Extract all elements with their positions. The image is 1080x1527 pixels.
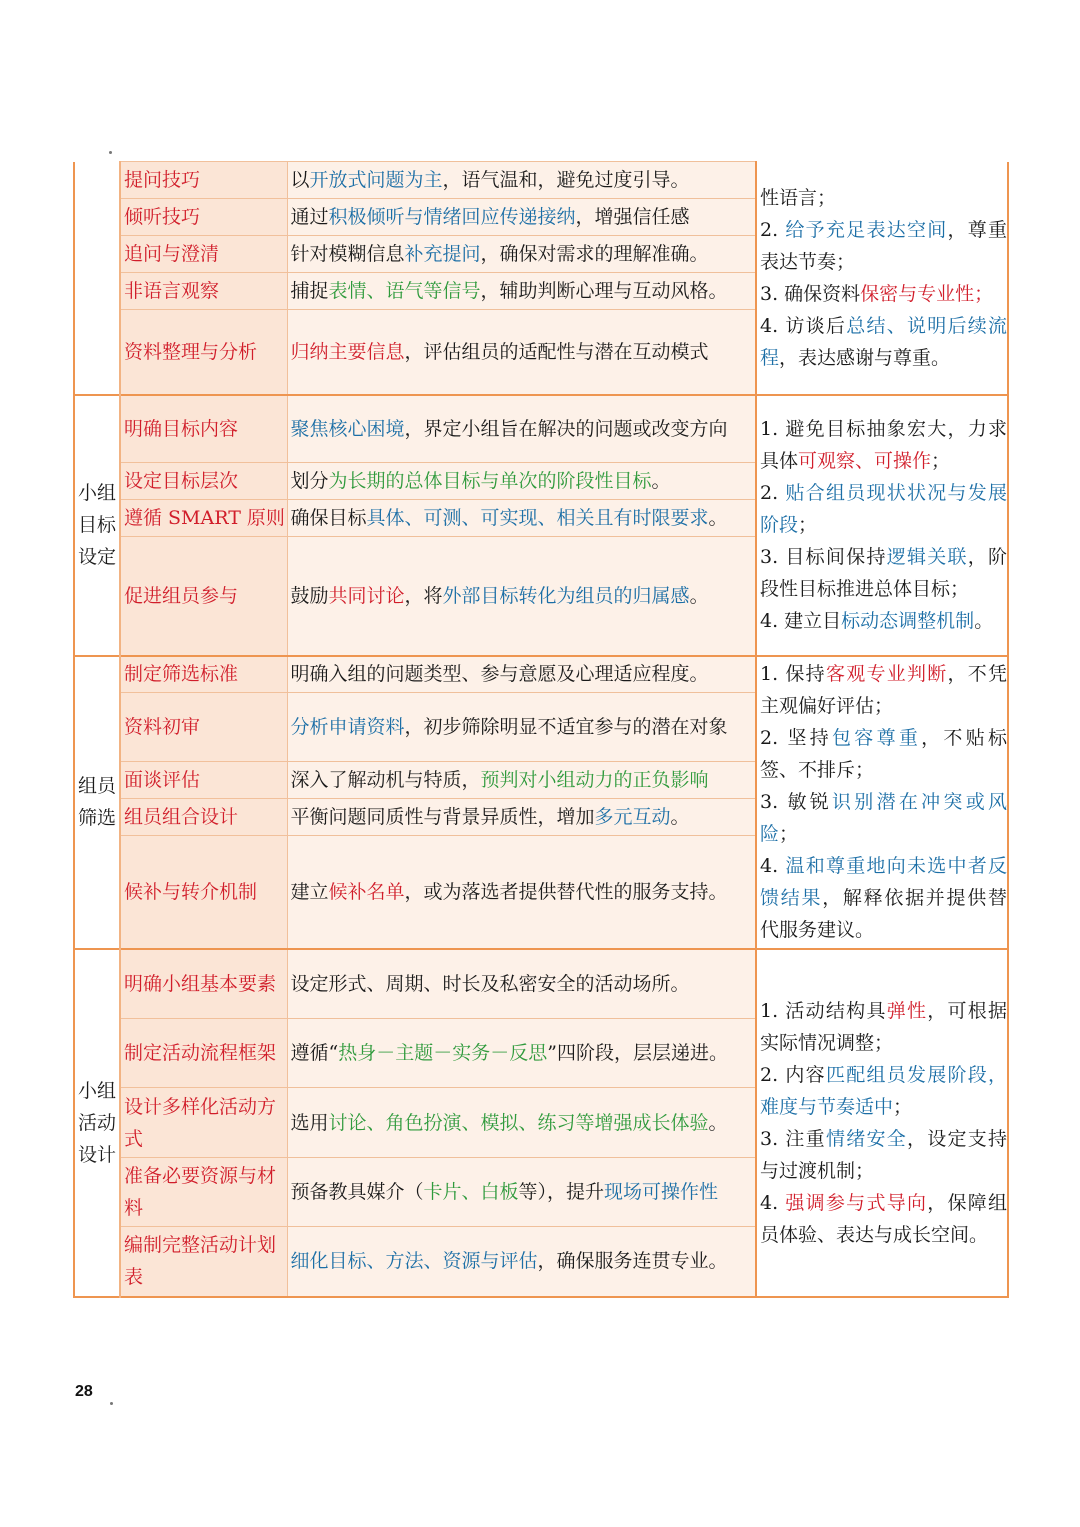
- highlight-blue: 情绪安全: [825, 1127, 907, 1150]
- highlight-blue: 细化目标、方法、资源与评估: [290, 1250, 538, 1273]
- plain-text: 确保目标: [290, 507, 367, 529]
- plain-text: 设定形式、周期、时长及私密安全的活动场所。: [290, 972, 690, 995]
- plain-text: 划分: [290, 470, 329, 492]
- group-notes: [756, 949, 1008, 1297]
- highlight-blue: 积极倾听与情绪回应传递接纳: [328, 206, 576, 228]
- highlight-blue: 贴合组员现状状况与发展阶段: [760, 482, 1007, 536]
- highlight-green: 卡片、白板: [423, 1181, 519, 1203]
- decorative-dot-top: [109, 151, 112, 154]
- plain-text: 深入了解动机与特质，: [290, 769, 481, 791]
- group-category: [74, 162, 120, 395]
- step-description: [287, 693, 756, 762]
- highlight-red: 候补名单: [328, 880, 405, 903]
- plain-text: 明确入组的问题类型、参与意愿及心理适应程度。: [290, 663, 709, 686]
- highlight-red: 可观察、可操作: [798, 450, 932, 472]
- plain-text: 。: [651, 470, 671, 492]
- step-name: 促进组员参与: [120, 537, 287, 656]
- plain-text: ，阶段性目标推进总体目标；: [760, 546, 1007, 600]
- plain-text: 以: [290, 169, 310, 191]
- step-description: [287, 762, 756, 799]
- plain-text: 性语言；: [760, 186, 837, 209]
- step-name: 面谈评估: [120, 762, 287, 799]
- step-name: 遵循 SMART 原则: [120, 500, 287, 537]
- plain-text: 4. 访谈后: [760, 314, 847, 337]
- step-name: 提问技巧: [120, 162, 287, 199]
- highlight-red: 保密与专业性；: [860, 282, 994, 305]
- decorative-dot-bottom: [110, 1402, 113, 1405]
- service-process-table: [73, 161, 1009, 1298]
- plain-text: 等），提升: [518, 1181, 605, 1203]
- plain-text: 1. 保持: [760, 663, 826, 685]
- plain-text: 。: [708, 507, 728, 529]
- group-notes: [756, 162, 1008, 395]
- step-name: 明确小组基本要素: [120, 949, 287, 1019]
- plain-text: ，不贴标签、不排斥；: [760, 727, 1007, 781]
- step-description: [287, 1019, 756, 1088]
- plain-text: 捕捉: [290, 280, 329, 302]
- highlight-green: 表情、语气等信号: [328, 280, 481, 302]
- plain-text: ，保障组员体验、表达与成长空间。: [760, 1191, 1007, 1246]
- plain-text: ，可根据实际情况调整；: [760, 999, 1007, 1054]
- plain-text: ，增强信任感: [575, 206, 690, 228]
- highlight-blue: 多元互动: [594, 806, 671, 828]
- step-name: 非语言观察: [120, 273, 287, 310]
- step-name: 倾听技巧: [120, 199, 287, 236]
- step-description: [287, 1088, 756, 1158]
- highlight-green: 热身－主题－实务－反思: [338, 1042, 548, 1064]
- step-description: [287, 463, 756, 500]
- step-description: [287, 199, 756, 236]
- step-description: [287, 836, 756, 949]
- highlight-blue: 补充提问: [404, 243, 481, 265]
- highlight-blue: 温和尊重地向未选中者反馈结果: [760, 855, 1007, 909]
- highlight-blue: 给予充足表达空间: [785, 218, 948, 241]
- group-category: 小组活动设计: [74, 949, 120, 1297]
- plain-text: 4. 建立目: [760, 610, 842, 632]
- step-name: 准备必要资源与材料: [120, 1158, 287, 1227]
- plain-text: 遵循“: [290, 1042, 339, 1064]
- highlight-blue: 聚焦核心困境: [290, 417, 405, 440]
- plain-text: ；: [931, 450, 951, 472]
- highlight-blue: 开放式问题为主: [309, 169, 443, 191]
- plain-text: 3. 注重: [760, 1127, 826, 1150]
- plain-text: ，不凭主观偏好评估；: [760, 663, 1007, 717]
- plain-text: 平衡问题同质性与背景异质性，增加: [290, 806, 595, 828]
- plain-text: 2.: [760, 482, 786, 504]
- highlight-red: 客观专业判断: [825, 663, 948, 685]
- step-name: 资料初审: [120, 693, 287, 762]
- highlight-red: 弹性: [886, 999, 928, 1022]
- step-description: [287, 236, 756, 273]
- group-notes: [756, 656, 1008, 949]
- plain-text: 2. 内容: [760, 1063, 826, 1086]
- step-name: 组员组合设计: [120, 799, 287, 836]
- step-description: [287, 1158, 756, 1227]
- plain-text: ，设定支持与过渡机制；: [760, 1127, 1007, 1182]
- plain-text: ，确保对需求的理解准确。: [480, 243, 709, 265]
- plain-text: ，界定小组旨在解决的问题或改变方向: [404, 417, 728, 440]
- page-number: 28: [75, 1383, 93, 1400]
- step-description: [287, 656, 756, 693]
- step-name: 编制完整活动计划表: [120, 1227, 287, 1297]
- plain-text: ，解释依据并提供替代服务建议。: [760, 887, 1007, 941]
- plain-text: 通过: [290, 206, 329, 228]
- highlight-blue: 逻辑关联: [886, 546, 968, 568]
- plain-text: 。: [670, 806, 690, 828]
- step-name: 设计多样化活动方式: [120, 1088, 287, 1158]
- plain-text: 。: [689, 584, 709, 607]
- group-notes: [756, 395, 1008, 656]
- plain-text: ，表达感谢与尊重。: [779, 346, 951, 369]
- step-description: [287, 537, 756, 656]
- highlight-blue: 总结、说明后续流程: [760, 314, 1007, 369]
- step-name: 追问与澄清: [120, 236, 287, 273]
- plain-text: ，尊重表达节奏；: [760, 218, 1007, 273]
- step-description: [287, 949, 756, 1019]
- step-name: 制定活动流程框架: [120, 1019, 287, 1088]
- plain-text: ，语气温和，避免过度引导。: [442, 169, 690, 191]
- plain-text: 。: [974, 610, 994, 632]
- highlight-blue: 匹配组员发展阶段，难度与节奏适中: [760, 1063, 1007, 1118]
- step-description: [287, 500, 756, 537]
- step-description: [287, 162, 756, 199]
- plain-text: ；: [779, 823, 799, 845]
- plain-text: 4.: [760, 1191, 786, 1214]
- step-description: [287, 1227, 756, 1297]
- plain-text: ，评估组员的适配性与潜在互动模式: [404, 340, 709, 363]
- highlight-blue: 包容尊重: [832, 727, 922, 749]
- plain-text: 3. 敏锐: [760, 791, 833, 813]
- plain-text: 3. 确保资料: [760, 282, 861, 305]
- plain-text: 1. 活动结构具: [760, 999, 887, 1022]
- plain-text: ，或为落选者提供替代性的服务支持。: [404, 880, 728, 903]
- plain-text: 2.: [760, 218, 786, 241]
- step-name: 设定目标层次: [120, 463, 287, 500]
- plain-text: ，确保服务连贯专业。: [537, 1250, 728, 1273]
- step-name: 资料整理与分析: [120, 310, 287, 395]
- plain-text: 预备教具媒介（: [290, 1181, 424, 1203]
- plain-text: 1. 避免目标抽象宏大，力求具体: [760, 418, 1007, 472]
- plain-text: 针对模糊信息: [290, 243, 405, 265]
- plain-text: ，将: [404, 584, 443, 607]
- plain-text: 选用: [290, 1111, 329, 1134]
- highlight-blue: 现场可操作性: [604, 1181, 719, 1203]
- step-description: [287, 799, 756, 836]
- plain-text: 3. 目标间保持: [760, 546, 887, 568]
- highlight-blue: 外部目标转化为组员的归属感: [442, 584, 690, 607]
- plain-text: ；: [893, 1095, 913, 1118]
- highlight-blue: 分析申请资料: [290, 716, 405, 738]
- step-name: 制定筛选标准: [120, 656, 287, 693]
- plain-text: ”四阶段，层层递进。: [547, 1042, 728, 1064]
- step-name: 候补与转介机制: [120, 836, 287, 949]
- plain-text: 4.: [760, 855, 786, 877]
- highlight-red: 强调参与式导向: [785, 1191, 928, 1214]
- step-description: [287, 273, 756, 310]
- plain-text: ，初步筛除明显不适宜参与的潜在对象: [404, 716, 728, 738]
- highlight-red: 归纳主要信息: [290, 340, 405, 363]
- plain-text: 。: [708, 1111, 728, 1134]
- highlight-blue: 具体、可测、可实现、相关且有时限要求: [366, 507, 709, 529]
- step-description: [287, 310, 756, 395]
- highlight-green: 讨论、角色扮演、模拟、练习等增强成长体验: [328, 1111, 709, 1134]
- highlight-blue: 标动态调整机制: [841, 610, 975, 632]
- group-category: 小组目标设定: [74, 395, 120, 656]
- step-description: [287, 395, 756, 463]
- plain-text: 建立: [290, 880, 329, 903]
- plain-text: ；: [798, 514, 818, 536]
- step-name: 明确目标内容: [120, 395, 287, 463]
- highlight-blue: 识别潜在冲突或风险: [760, 791, 1007, 845]
- highlight-green: 为长期的总体目标与单次的阶段性目标: [328, 470, 652, 492]
- group-category: 组员筛选: [74, 656, 120, 949]
- highlight-red: 共同讨论: [328, 584, 405, 607]
- plain-text: 2. 坚持: [760, 727, 833, 749]
- plain-text: 鼓励: [290, 584, 329, 607]
- highlight-green: 预判对小组动力的正负影响: [480, 769, 709, 791]
- plain-text: ，辅助判断心理与互动风格。: [480, 280, 728, 302]
